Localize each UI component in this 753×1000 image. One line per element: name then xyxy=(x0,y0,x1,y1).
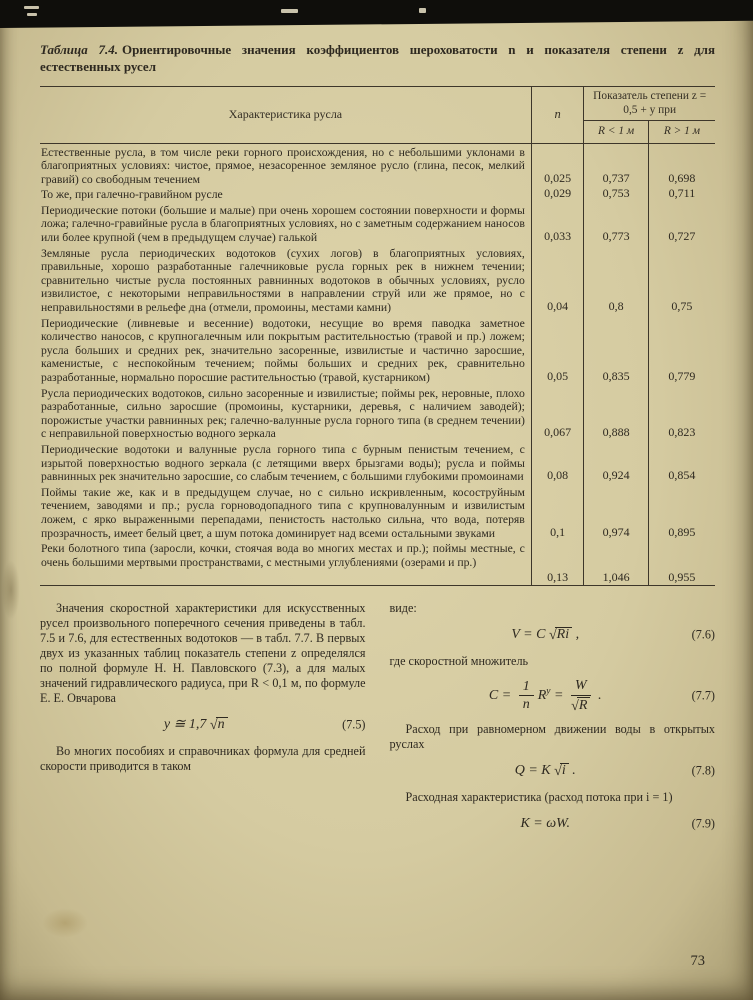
table-row xyxy=(40,484,715,540)
row-r-gt-value: 0,895 xyxy=(648,484,715,540)
equation-number: (7.6) xyxy=(691,627,715,642)
paper-stain xyxy=(42,908,88,938)
page-number: 73 xyxy=(690,953,705,969)
radicand: Ri xyxy=(555,627,572,643)
sqrt-radical xyxy=(549,627,572,643)
paragraph-where: где скоростной множитель xyxy=(389,654,529,669)
row-characteristic: Реки болотного типа (заросли, кочки, стоячая вода во многих местах и пр.); поймы местные, с очень большими мертвыми пространствами, с местными углублениями (озерами и пр.) xyxy=(41,542,525,569)
row-characteristic: Периодические потоки (большие и малые) при очень хорошем состоянии поверхности и формы ложа; галечно-гравийные русла в благоприятных условиях, но с заметным содержанием наносов или более крупной (чем в предыдущем случае) галькой xyxy=(41,203,525,245)
row-n-value: 0,08 xyxy=(531,441,583,484)
fraction-numerator: W xyxy=(571,678,591,696)
page-content xyxy=(0,28,753,843)
variable-r: $R^y$ xyxy=(537,686,551,704)
paragraph-handbooks: Во многих пособиях и справочниках формула для средней скорости приводится в таком xyxy=(40,743,366,773)
left-column xyxy=(40,601,366,843)
sqrt-radical xyxy=(554,763,569,779)
row-n-value: 0,033 xyxy=(531,202,583,245)
table-row xyxy=(40,441,715,484)
scan-mark xyxy=(24,6,39,9)
equation-number: (7.5) xyxy=(342,717,366,732)
col-header-exponent-z: Показатель степени z = 0,5 + y при xyxy=(584,87,715,121)
formula-7-5-body xyxy=(164,717,228,733)
equation-number: (7.7) xyxy=(691,688,715,703)
row-r-lt-value: 0,737 xyxy=(584,143,649,186)
paragraph-discharge-characteristic: Расходная характеристика (расход потока при i = 1) xyxy=(405,790,673,805)
row-characteristic: Русла периодических водотоков, сильно засоренные и извилистые; поймы рек, неровные, плохо разработанные, сильно заросшие (промоины, кустарники, деревья, с наличием заводей); порожистые участки равнинных рек; галечно-валунные русла горного типа (в среднем течении) с неправильной поверхностью водного зеркала xyxy=(41,386,525,441)
roughness-coefficients-table xyxy=(40,86,715,586)
right-column xyxy=(390,601,716,843)
row-n-value: 0,025 xyxy=(531,143,583,186)
table-row xyxy=(40,143,715,186)
row-n-value: 0,04 xyxy=(531,245,583,315)
formula-7-7-body xyxy=(489,678,602,713)
equation-number: (7.9) xyxy=(691,816,715,831)
col-header-r-less-1m: R < 1 м xyxy=(584,121,649,144)
row-r-gt-value: 0,727 xyxy=(648,202,715,245)
scan-edge-artifact xyxy=(0,0,753,28)
formula-punct: . xyxy=(594,688,602,704)
formula-lhs: y ≅ 1,7 xyxy=(163,716,210,732)
formula-lhs: V = C xyxy=(511,627,549,643)
formula-7-5 xyxy=(40,715,366,735)
row-characteristic: Естественные русла, в том числе реки горного происхождения, но с небольшими уклонами в благоприятных условиях: чистое, прямое, незасоренное земляное русло (глина, песок, мелкий гравий) со свободным течением xyxy=(41,145,525,186)
row-r-gt-value: 0,698 xyxy=(648,143,715,186)
fraction-numerator: 1 xyxy=(519,679,534,697)
paragraph-discharge: Расход при равномерном движении воды в открытых руслах xyxy=(389,722,715,752)
formula-7-6-body xyxy=(511,627,579,643)
formula-7-9-body: K = ωW. xyxy=(520,815,571,831)
fraction-denominator: n xyxy=(522,697,530,713)
row-n-value: 0,067 xyxy=(531,385,583,441)
paragraph-velocity-characteristic: Значения скоростной характеристики для искусственных русел произвольного поперечного сечения приведены в табл. 7.5 и 7.6, для естественных водотоков — в табл. 7.7. В первых двух из указанных таблиц показатель степени z определялся по полной формуле Н. Н. Павловского (7.3), а для малых значений гидравлического радиуса, при R < 0,1 м, по формуле Е. Е. Овчарова xyxy=(40,601,366,705)
row-r-lt-value: 0,753 xyxy=(584,186,649,202)
scan-mark xyxy=(27,13,37,16)
row-n-value: 0,05 xyxy=(531,315,583,385)
equation-number: (7.8) xyxy=(691,763,715,778)
col-header-characteristic: Характеристика русла xyxy=(40,87,531,144)
row-r-lt-value: 1,046 xyxy=(584,540,649,586)
exponent: y xyxy=(546,686,551,697)
row-n-value: 0,1 xyxy=(531,484,583,540)
sqrt-radical xyxy=(210,717,228,733)
table-title-text: Ориентировочные значения коэффициентов шероховатости n и показателя степени z для естественных русел xyxy=(40,42,715,74)
body-text xyxy=(40,601,715,843)
row-r-gt-value: 0,75 xyxy=(648,245,715,315)
formula-7-8 xyxy=(390,761,715,781)
fraction-denominator xyxy=(571,696,590,714)
radicand: n xyxy=(216,717,228,733)
paragraph-vide: виде: xyxy=(389,601,417,616)
table-row xyxy=(40,315,715,385)
row-characteristic: Периодические водотоки и валунные русла горного типа с бурным пенистым течением, с изрытой поверхностью водного зеркала (с летящими вверх брызгами воды); русла и поймы равнинных рек значительно заросшие, со слабым течением, с большими глубокими промоинами xyxy=(41,442,525,484)
fraction xyxy=(519,679,534,713)
radical-sign: √ xyxy=(548,628,557,644)
row-r-lt-value: 0,835 xyxy=(584,315,649,385)
row-r-lt-value: 0,8 xyxy=(584,245,649,315)
table-body xyxy=(40,143,715,586)
formula-punct: . xyxy=(568,763,576,779)
table-row xyxy=(40,202,715,245)
formula-7-9 xyxy=(390,814,715,834)
row-r-gt-value: 0,779 xyxy=(648,315,715,385)
radicand: R xyxy=(577,697,591,714)
table-row xyxy=(40,245,715,315)
equals-sign: = xyxy=(550,688,567,704)
col-header-n: n xyxy=(531,87,583,144)
radical-sign: √ xyxy=(209,717,218,733)
scan-mark xyxy=(419,8,426,13)
fraction xyxy=(571,678,591,713)
row-r-gt-value: 0,854 xyxy=(648,441,715,484)
row-r-gt-value: 0,711 xyxy=(648,186,715,202)
scan-mark xyxy=(281,9,298,13)
formula-7-8-body xyxy=(515,763,576,779)
row-r-lt-value: 0,974 xyxy=(584,484,649,540)
table-title xyxy=(40,41,715,75)
table-header xyxy=(40,87,715,144)
col-header-r-greater-1m: R > 1 м xyxy=(648,121,715,144)
formula-lhs: Q = K xyxy=(514,763,555,779)
row-r-lt-value: 0,773 xyxy=(584,202,649,245)
formula-lhs: C = xyxy=(488,688,515,704)
table-row xyxy=(40,540,715,586)
row-characteristic: Поймы такие же, как и в предыдущем случае, но с сильно искривленным, косоструйным течением, заводями и пр.; русла горноводопадного типа с крупновалунным и извилистым ложем, с ярко выраженными перепадами, пенистость настолько сильна, что вода, потеряв прозрачность, имеет белый цвет, а шум потока доминирует над всеми остальными звуками xyxy=(41,485,525,540)
radical-sign: √ xyxy=(554,764,562,780)
radical-sign: √ xyxy=(571,698,579,714)
formula-7-6 xyxy=(390,625,715,645)
row-characteristic: Земляные русла периодических водотоков (сухих логов) в благоприятных условиях, правильные, хорошо разработанные галечниковые русла горных рек в нижнем течении; сравнительно чистые русла постоянных равнинных водотоков в обычных условиях, русло извилистое, с некоторыми неправильностями в направлении струй или же прямое, но с неправильностями в рельефе дна (отмели, промоины, местами камни) xyxy=(41,246,525,315)
row-characteristic: Периодические (ливневые и весенние) водотоки, несущие во время паводка заметное количество наносов, с крупногалечным или покрытым растительностью (травой и пр.) ложем; русла больших и средних рек, значительно засоренные, извилистые и частично заросшие, каменистые, с неспокойным течением; поймы больших и средних рек, сравнительно разработанные, нормально поросшие растительностью (травой, кустарником) xyxy=(41,316,525,384)
row-r-lt-value: 0,924 xyxy=(584,441,649,484)
formula-punct: , xyxy=(572,627,580,643)
row-n-value: 0,029 xyxy=(531,186,583,202)
row-characteristic: То же, при галечно-гравийном русле xyxy=(41,188,223,202)
sqrt-radical xyxy=(571,697,590,714)
table-row xyxy=(40,186,715,202)
row-r-lt-value: 0,888 xyxy=(584,385,649,441)
table-number-label: Таблица 7.4. xyxy=(40,42,118,57)
row-r-gt-value: 0,955 xyxy=(648,540,715,586)
row-r-gt-value: 0,823 xyxy=(648,385,715,441)
table-row xyxy=(40,385,715,441)
radicand: i xyxy=(560,763,569,779)
row-n-value: 0,13 xyxy=(531,540,583,586)
formula-7-7 xyxy=(390,678,715,714)
